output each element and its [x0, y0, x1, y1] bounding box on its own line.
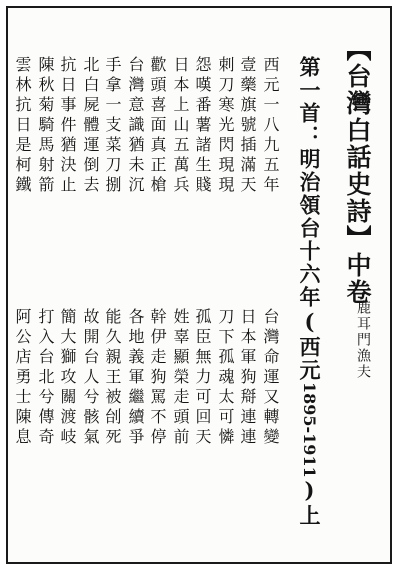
poem-line-7-upper: 台灣意識猶未沉	[126, 56, 145, 196]
poem-line-6-upper: 歡頭喜面真正槍	[148, 56, 167, 196]
poem-line-12-upper: 雲林抗日是柯鐵	[13, 56, 32, 196]
poem-line-10-upper: 抗日事件猶決止	[58, 56, 77, 196]
poem-line-6-lower: 幹伊走狗罵不停	[148, 308, 167, 448]
poem-line-4-lower: 孤臣無力可回天	[193, 308, 212, 448]
chapter-heading-suffix: )上	[297, 477, 322, 528]
poem-line-4-upper: 怨嘆番薯諸生賤	[193, 56, 212, 196]
poem-line-11-lower: 打入台北兮傳奇	[36, 308, 55, 448]
poem-line-3-upper: 刺刀寒光閃現現	[216, 56, 235, 196]
poem-line-2-upper: 壹藥旗號插滿天	[238, 56, 257, 196]
poem-line-2-lower: 日本軍狗搿連連	[238, 308, 257, 448]
chapter-heading	[299, 56, 320, 528]
poem-line-8-lower: 能久親王被刣死	[103, 308, 122, 448]
author-name: 鹿耳門漁夫	[355, 300, 371, 380]
chapter-heading-prefix: 第一首：明治領台十六年(西元	[297, 56, 322, 382]
book-title: 【台灣白話史詩】中卷	[343, 36, 372, 306]
poem-line-5-upper: 日本上山五萬兵	[171, 56, 190, 196]
poem-line-8-upper: 手拿一支菜刀捌	[103, 56, 122, 196]
poem-line-3-lower: 刀下孤魂太可憐	[216, 308, 235, 448]
poem-line-9-lower: 故開台人兮骸氣	[81, 308, 100, 448]
poem-line-1-upper: 西元一八九五年	[261, 56, 280, 196]
poem-line-7-lower: 各地義軍繼續爭	[126, 308, 145, 448]
poem-line-11-upper: 陳秋菊騎馬射箭	[36, 56, 55, 196]
poem-line-9-upper: 北白屍體運倒去	[81, 56, 100, 196]
chapter-heading-years: 1895-1911	[300, 382, 319, 478]
poem-line-1-lower: 台灣命運又轉變	[261, 308, 280, 448]
poem-line-5-lower: 姓辜顯榮走頭前	[171, 308, 190, 448]
poem-line-10-lower: 簡大獅攻關渡岐	[58, 308, 77, 448]
poem-line-12-lower: 阿公店勇士陳息	[13, 308, 32, 448]
